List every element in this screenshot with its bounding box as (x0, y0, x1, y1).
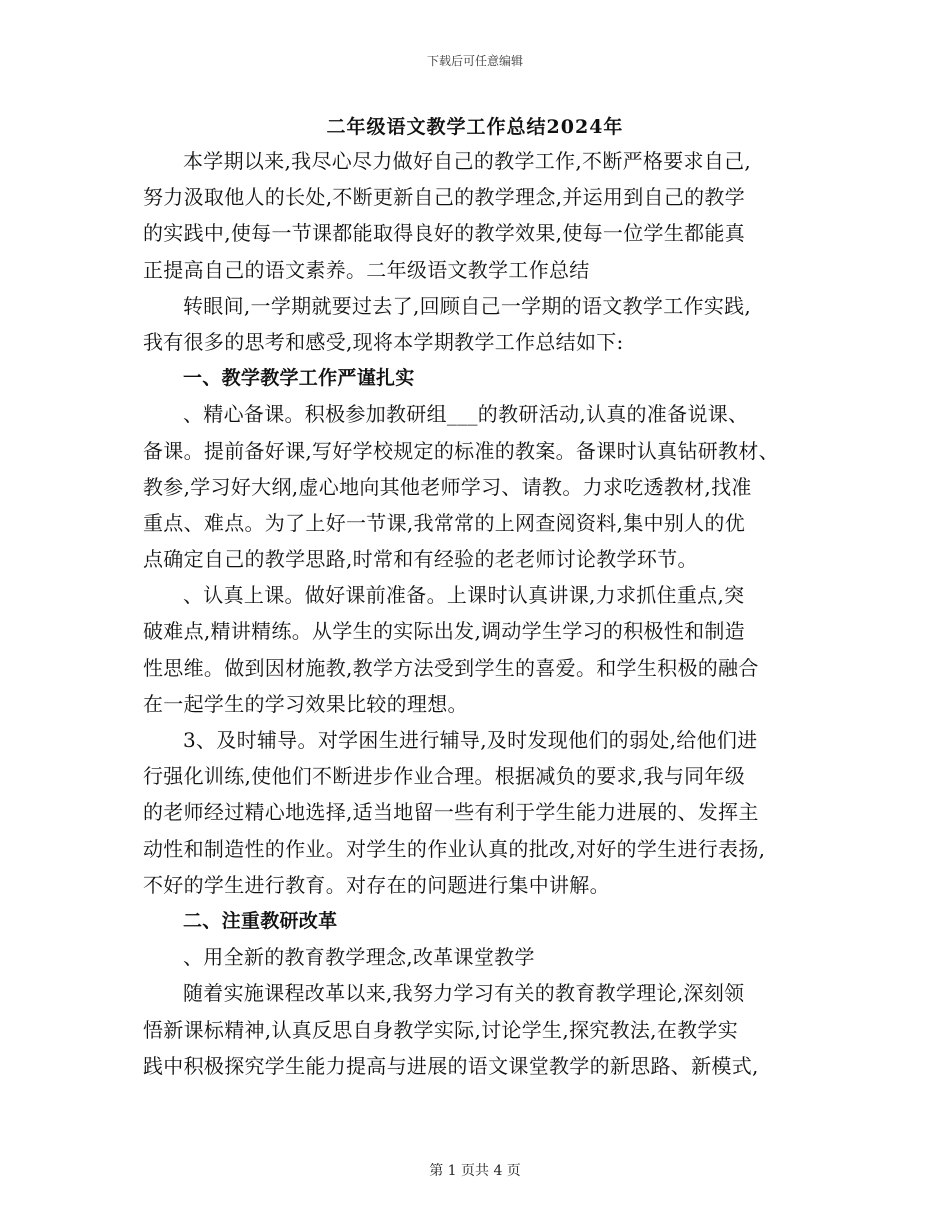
body-text-line: 、用全新的教育教学理念,改革课堂教学 (183, 945, 535, 970)
body-text-line: 践中积极探究学生能力提高与进展的语文课堂教学的新思路、新模式, (143, 1053, 759, 1078)
body-text-line: 在一起学生的学习效果比较的理想。 (143, 691, 468, 716)
section-heading: 一、教学教学工作严谨扎实 (183, 367, 415, 390)
section-heading: 二、注重教研改革 (183, 909, 338, 932)
body-text-line: 的实践中,使每一节课都能取得良好的教学效果,使每一位学生都能真 (143, 221, 746, 246)
document-title: 二年级语文教学工作总结2024年 (326, 116, 624, 138)
body-text-line: 不好的学生进行教育。对存在的问题进行集中讲解。 (143, 872, 610, 897)
body-text-line: 的老师经过精心地选择,适当地留一些有利于学生能力进展的、发挥主 (143, 800, 759, 825)
body-text-line: 努力汲取他人的长处,不断更新自己的教学理念,并运用到自己的教学 (143, 185, 746, 210)
body-text-line: 随着实施课程改革以来,我努力学习有关的教育教学理论,深刻领 (183, 981, 745, 1006)
body-text-line: 转眼间,一学期就要过去了,回顾自己一学期的语文教学工作实践, (183, 293, 752, 318)
body-text-line: 我有很多的思考和感受,现将本学期教学工作总结如下: (143, 329, 624, 354)
body-text-line: 行强化训练,使他们不断进步作业合理。根据减负的要求,我与同年级 (143, 764, 746, 789)
body-text-line: 重点、难点。为了上好一节课,我常常的上网查阅资料,集中别人的优 (143, 510, 746, 535)
document-body (143, 143, 813, 1084)
body-text-line: 、认真上课。做好课前准备。上课时认真讲课,力求抓住重点,突 (183, 583, 745, 608)
body-text-line: 教参,学习好大纲,虚心地向其他老师学习、请教。力求吃透教材,找准 (143, 474, 752, 499)
body-text-line: 点确定自己的教学思路,时常和有经验的老老师讨论教学环节。 (143, 547, 698, 572)
page-footer: 第 1 页共 4 页 (429, 1163, 521, 1179)
body-text-line: 性思维。做到因材施教,教学方法受到学生的喜爱。和学生积极的融合 (143, 655, 759, 680)
body-text-line: 3、及时辅导。对学困生进行辅导,及时发现他们的弱处,给他们进 (183, 728, 758, 752)
body-text-line: 动性和制造性的作业。对学生的作业认真的批改,对好的学生进行表扬, (143, 836, 766, 861)
body-text-line: 破难点,精讲精练。从学生的实际出发,调动学生学习的积极性和制造 (143, 619, 746, 644)
body-text-line: 正提高自己的语文素养。二年级语文教学工作总结 (143, 257, 590, 282)
header-note: 下载后可任意编辑 (426, 54, 523, 68)
body-text-line: 备课。提前备好课,写好学校规定的标准的教案。备课时认真钻研教材、 (143, 438, 779, 463)
body-text-line: 悟新课标精神,认真反思自身教学实际,讨论学生,探究教法,在教学实 (143, 1017, 739, 1042)
body-text-line: 本学期以来,我尽心尽力做好自己的教学工作,不断严格要求自己, (183, 149, 752, 173)
body-text-line: 、精心备课。积极参加教研组___的教研活动,认真的准备说课、 (183, 402, 749, 427)
